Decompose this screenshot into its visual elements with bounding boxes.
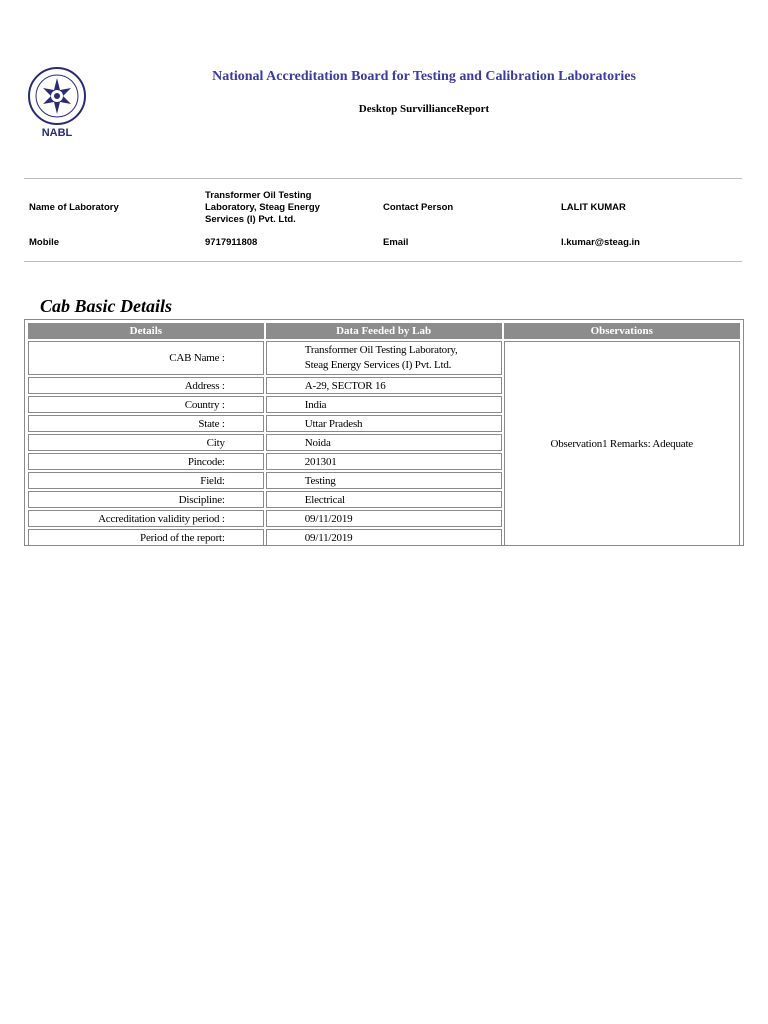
observation-cell: Observation1 Remarks: Adequate: [504, 341, 741, 546]
row-value: India: [266, 396, 502, 413]
row-label: Pincode:: [28, 453, 264, 470]
row-value: Electrical: [266, 491, 502, 508]
email-value: l.kumar@steag.in: [561, 237, 640, 248]
name-of-laboratory-label: Name of Laboratory: [29, 202, 119, 213]
row-value: [266, 341, 502, 375]
row-value: Testing: [266, 472, 502, 489]
row-label: Discipline:: [28, 491, 264, 508]
table-row: [28, 341, 740, 375]
nabl-logo: [26, 66, 88, 140]
row-label: City: [28, 434, 264, 451]
row-label: Country :: [28, 396, 264, 413]
row-value: 09/11/2019: [266, 510, 502, 527]
laboratory-name-line: Laboratory, Steag Energy: [205, 202, 320, 213]
divider-bottom: [24, 261, 742, 262]
divider-top: [24, 178, 742, 179]
row-label: Period of the report:: [28, 529, 264, 546]
table-header-row: [28, 323, 740, 339]
row-label: Accreditation validity period :: [28, 510, 264, 527]
report-title: Desktop SurvillianceReport: [358, 103, 490, 115]
email-label: Email: [383, 237, 409, 248]
laboratory-name-line: Transformer Oil Testing: [205, 190, 312, 201]
organization-title: National Accreditation Board for Testing and Calibration Laboratories: [212, 69, 636, 84]
contact-person-value: LALIT KUMAR: [561, 202, 626, 213]
contact-person-label: Contact Person: [383, 202, 454, 213]
row-label: Address :: [28, 377, 264, 394]
row-value: A-29, SECTOR 16: [266, 377, 502, 394]
column-header-observations: Observations: [504, 323, 741, 339]
row-label: CAB Name :: [28, 341, 264, 375]
column-header-details: Details: [28, 323, 264, 339]
column-header-data-feeded: Data Feeded by Lab: [266, 323, 502, 339]
section-title: Cab Basic Details: [40, 296, 173, 316]
row-value: Uttar Pradesh: [266, 415, 502, 432]
row-value-line: Transformer Oil Testing Laboratory,: [304, 344, 458, 356]
laboratory-name-line: Services (I) Pvt. Ltd.: [205, 214, 296, 225]
row-value: Noida: [266, 434, 502, 451]
row-value-line: Steag Energy Services (I) Pvt. Ltd.: [304, 359, 452, 371]
mobile-label: Mobile: [29, 237, 60, 248]
mobile-value: 9717911808: [205, 237, 258, 248]
logo-text: NABL: [41, 127, 73, 139]
row-label: Field:: [28, 472, 264, 489]
row-value: 201301: [266, 453, 502, 470]
row-label: State :: [28, 415, 264, 432]
row-value: 09/11/2019: [266, 529, 502, 546]
laboratory-name-value: [205, 190, 320, 226]
cab-details-table: [24, 319, 744, 546]
